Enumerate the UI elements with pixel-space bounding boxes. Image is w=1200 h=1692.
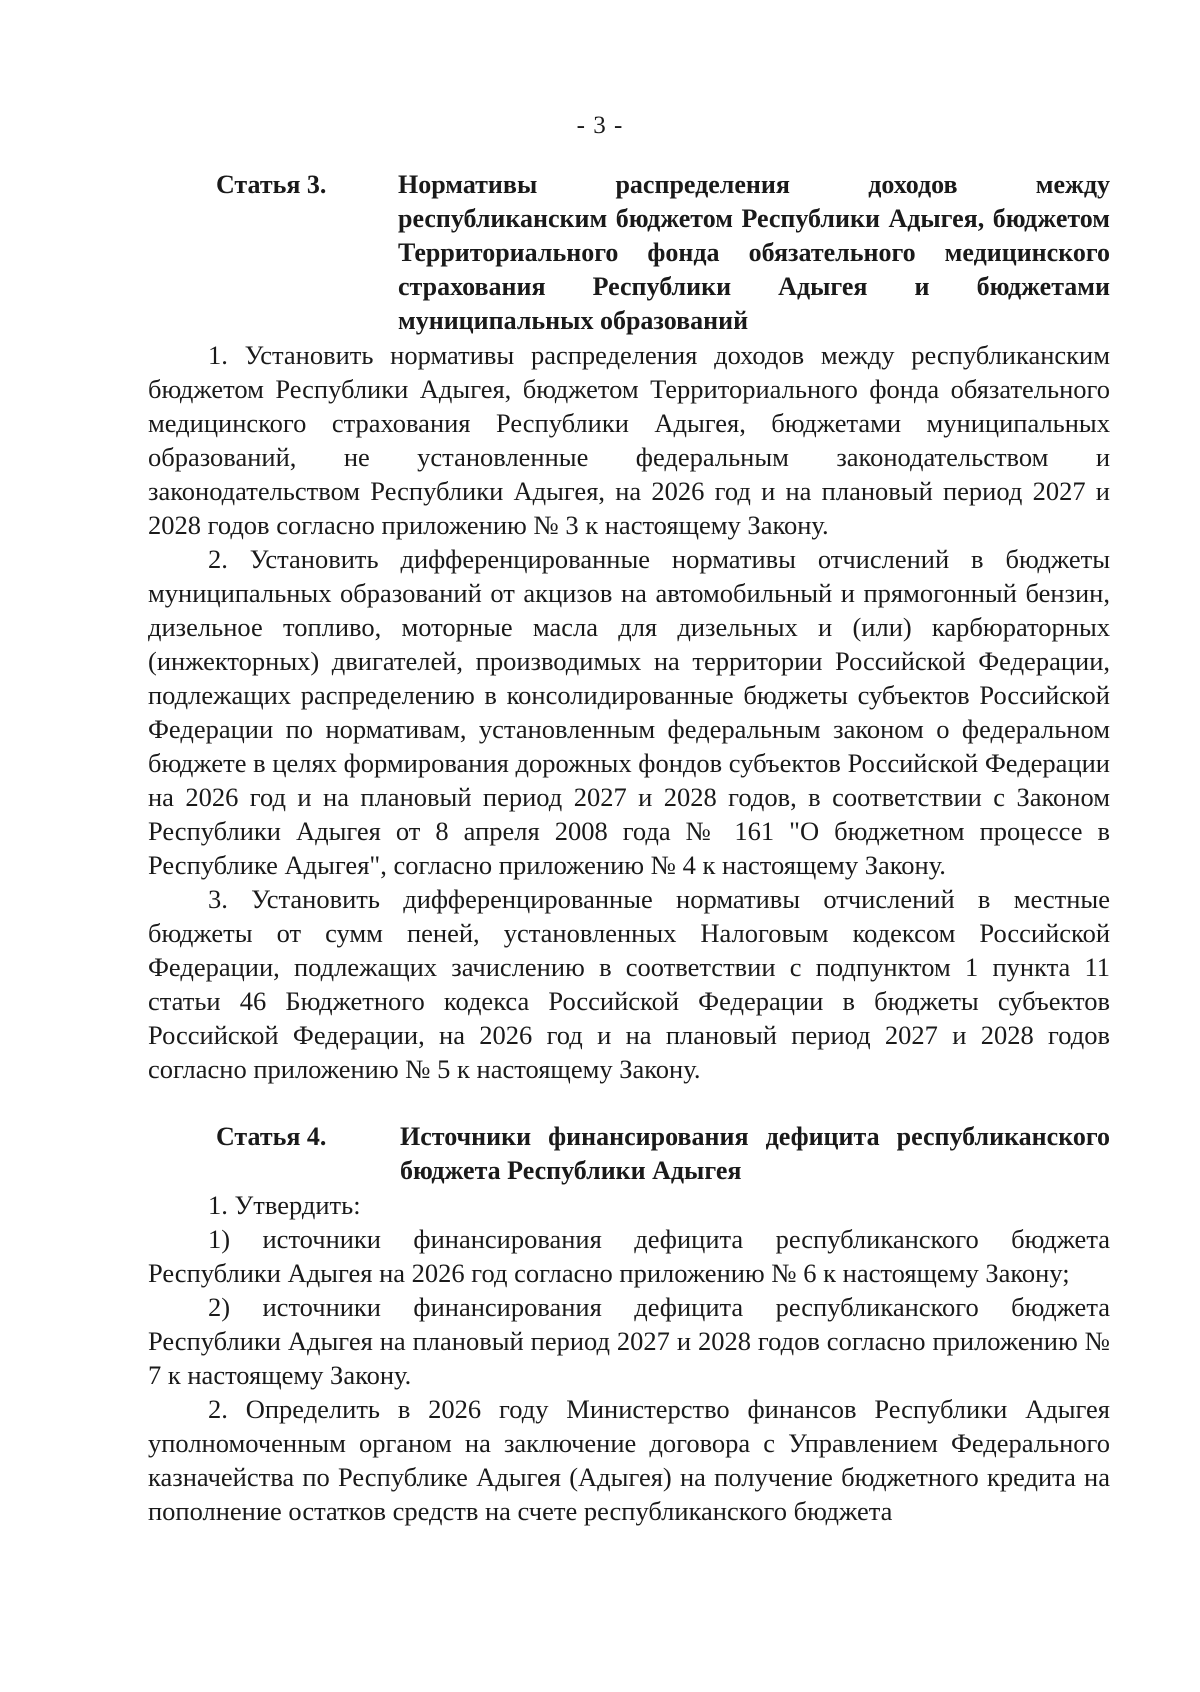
article-4-number: Статья 4.	[216, 1122, 327, 1151]
article-3-paragraph-2: 2. Установить дифференцированные нормативы отчислений в бюджеты муниципальных образований от акцизов на автомобильный и прямогонный бензин, дизельное топливо, моторные масла для дизельных и (или) карбюраторных (инжекторных) двигателей, производимых на территории Российской Федерации, подлежащих распределению в консолидированные бюджеты субъектов Российской Федерации по нормативам, установленным федеральным законом о федеральном бюджете в целях формирования дорожных фондов субъектов Российской Федерации на 2026 год и на плановый период 2027 и 2028 годов, в соответствии с Законом Республики Адыгея от 8 апреля 2008 года № 161 "О бюджетном процессе в Республике Адыгея", согласно приложению № 4 к настоящему Закону.	[148, 544, 1110, 880]
article-4-paragraph-4: 2. Определить в 2026 году Министерство финансов Республики Адыгея уполномоченным органом на заключение договора с Управлением Федерального казначейства по Республике Адыгея (Адыгея) на получение бюджетного кредита на пополнение остатков средств на счете республиканского бюджета	[148, 1394, 1110, 1526]
article-4-paragraph-1: 1. Утвердить:	[208, 1190, 361, 1220]
article-3-heading	[148, 168, 1110, 338]
document-body	[148, 168, 1110, 1528]
article-3-number: Статья 3.	[216, 170, 327, 199]
article-4-paragraph-2: 1) источники финансирования дефицита республиканского бюджета Республики Адыгея на 2026 год согласно приложению № 6 к настоящему Закону;	[148, 1224, 1110, 1288]
section-gap	[148, 1086, 1110, 1120]
article-4-paragraph-3: 2) источники финансирования дефицита республиканского бюджета Республики Адыгея на плановый период 2027 и 2028 годов согласно приложению № 7 к настоящему Закону.	[148, 1292, 1110, 1390]
article-3-title: Нормативы распределения доходов между республиканским бюджетом Республики Адыгея, бюджетом Территориального фонда обязательного медицинского страхования Республики Адыгея и бюджетами муниципальных образований	[398, 170, 1110, 335]
page-number: - 3 -	[576, 112, 624, 139]
article-3-paragraph-3: 3. Установить дифференцированные нормативы отчислений в местные бюджеты от сумм пеней, установленных Налоговым кодексом Российской Федерации, подлежащих зачислению в соответствии с подпунктом 1 пункта 11 статьи 46 Бюджетного кодекса Российской Федерации в бюджеты субъектов Российской Федерации, на 2026 год и на плановый период 2027 и 2028 годов согласно приложению № 5 к настоящему Закону.	[148, 884, 1110, 1084]
article-4-heading	[148, 1120, 1110, 1188]
article-4-title: Источники финансирования дефицита республиканского бюджета Республики Адыгея	[400, 1122, 1110, 1185]
article-3-paragraph-1: 1. Установить нормативы распределения доходов между республиканским бюджетом Республики Адыгея, бюджетом Территориального фонда обязательного медицинского страхования Республики Адыгея, бюджетами муниципальных образований, не установленные федеральным законодательством и законодательством Республики Адыгея, на 2026 год и на плановый период 2027 и 2028 годов согласно приложению № 3 к настоящему Закону.	[148, 340, 1110, 540]
